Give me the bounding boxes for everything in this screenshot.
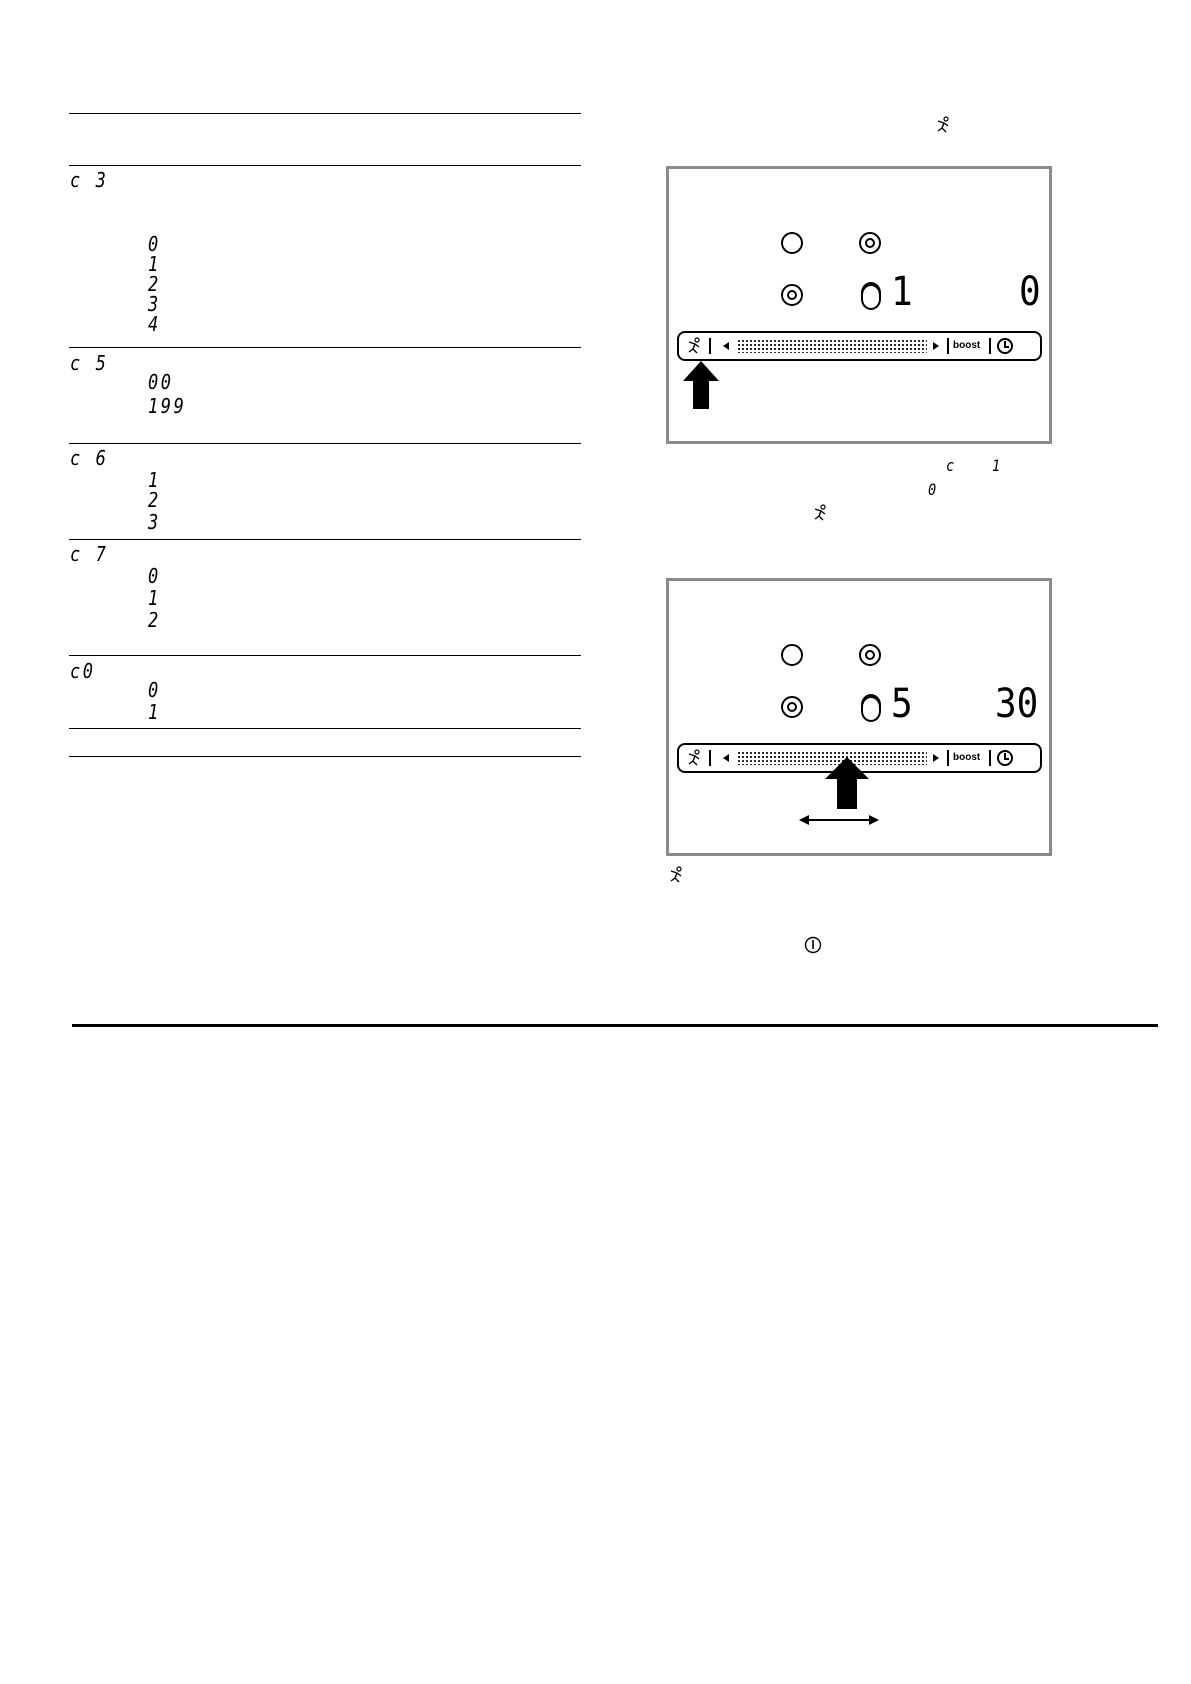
setting-value: 2 — [148, 488, 161, 512]
setting-value-glyph: 1 — [992, 456, 1003, 475]
control-panel-1 — [666, 166, 1052, 444]
dual-zone-icon — [781, 696, 803, 718]
setting-value: 0 — [148, 564, 161, 588]
double-arrow-icon — [799, 813, 879, 827]
table-header-rule — [69, 165, 581, 166]
separator — [947, 338, 949, 354]
oval-zone-icon — [859, 279, 883, 311]
setting-value: 1 — [148, 700, 161, 724]
power-icon — [804, 936, 822, 954]
setting-value: 3 — [148, 510, 161, 534]
setting-value: 2 — [148, 272, 161, 296]
setting-value: 2 — [148, 608, 161, 632]
zone-power-level: 1 — [891, 269, 913, 315]
setting-value: 4 — [148, 312, 161, 336]
setting-code: c0 — [70, 659, 96, 683]
footer-rule — [72, 1024, 1158, 1027]
setting-code: c 6 — [70, 446, 109, 470]
setting-code: c 7 — [70, 542, 109, 566]
table-row-rule — [69, 443, 581, 444]
setting-value: 199 — [148, 394, 187, 418]
cooking-zone-icon — [781, 644, 803, 666]
setting-value: 3 — [148, 292, 161, 316]
power-slider[interactable] — [737, 339, 927, 353]
separator — [989, 338, 991, 354]
boost-button[interactable]: boost — [953, 340, 981, 351]
separator — [709, 338, 711, 354]
touch-control-bar — [677, 331, 1042, 361]
separator — [709, 750, 711, 766]
person-lock-icon — [668, 866, 684, 884]
table-row-rule — [69, 539, 581, 540]
dual-zone-icon — [859, 644, 881, 666]
setting-code-glyph: c — [946, 456, 957, 475]
slider-right-icon[interactable] — [933, 754, 939, 762]
zone-power-level: 5 — [891, 681, 913, 727]
person-lock-icon — [935, 116, 951, 134]
dual-zone-icon — [859, 232, 881, 254]
cooking-zone-icon — [781, 232, 803, 254]
arrow-up-icon — [825, 757, 869, 809]
table-bottom-rule — [69, 756, 581, 757]
slider-left-icon[interactable] — [723, 754, 729, 762]
boost-button[interactable]: boost — [953, 752, 981, 763]
slider-right-icon[interactable] — [933, 342, 939, 350]
separator — [989, 750, 991, 766]
childlock-button[interactable] — [685, 749, 703, 767]
setting-value: 1 — [148, 586, 161, 610]
childlock-button[interactable] — [685, 337, 703, 355]
table-row-rule — [69, 347, 581, 348]
timer-display: 0 — [1019, 269, 1041, 315]
setting-value: 1 — [148, 252, 161, 276]
dual-zone-icon — [781, 284, 803, 306]
timer-clock-icon[interactable] — [997, 338, 1013, 354]
timer-display: 30 — [995, 681, 1039, 727]
setting-value: 0 — [148, 678, 161, 702]
table-row-rule — [69, 655, 581, 656]
oval-zone-icon — [859, 691, 883, 723]
setting-value-glyph: 0 — [928, 480, 939, 499]
setting-value: 00 — [148, 370, 174, 394]
timer-clock-icon[interactable] — [997, 750, 1013, 766]
table-top-rule — [69, 113, 581, 114]
control-panel-2 — [666, 578, 1052, 856]
setting-value: 0 — [148, 232, 161, 256]
setting-code: c 3 — [70, 168, 109, 192]
person-lock-icon — [812, 504, 828, 522]
setting-value: 1 — [148, 468, 161, 492]
table-row-rule — [69, 728, 581, 729]
slider-left-icon[interactable] — [723, 342, 729, 350]
setting-code: c 5 — [70, 351, 109, 375]
arrow-up-icon — [683, 361, 719, 409]
separator — [947, 750, 949, 766]
